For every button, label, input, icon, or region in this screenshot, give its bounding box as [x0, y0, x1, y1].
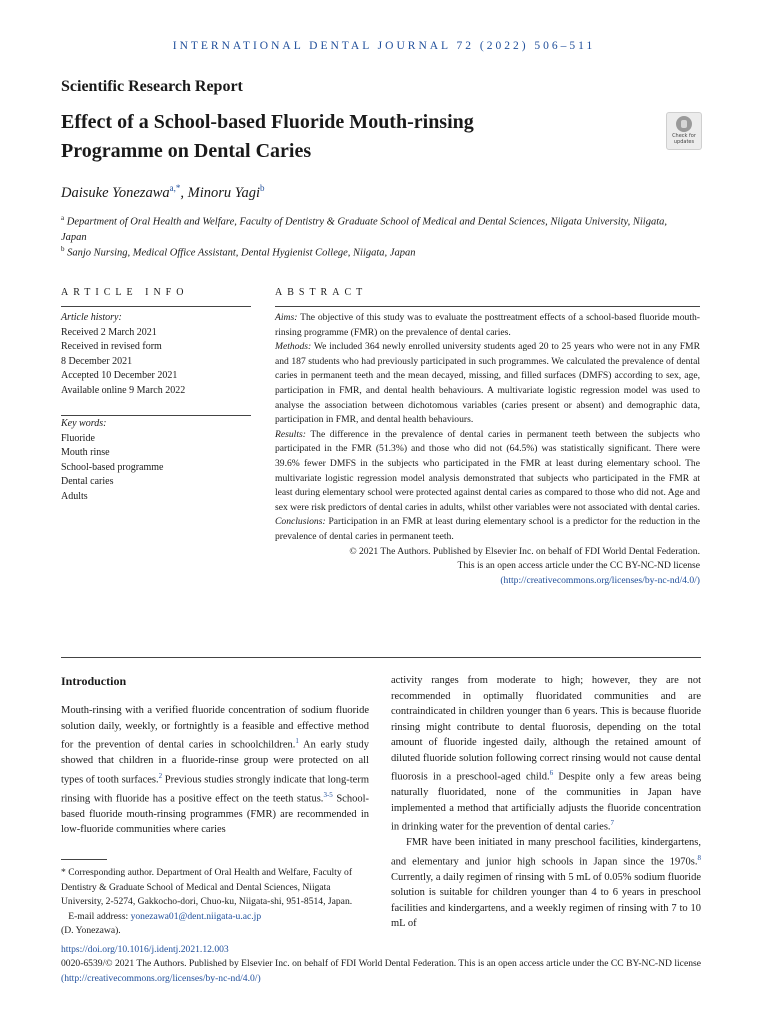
check-for-updates-badge[interactable] — [666, 112, 702, 150]
article-info-label: ARTICLE INFO — [61, 287, 189, 298]
license-link[interactable]: (http://creativecommons.org/licenses/by-nc-nd/4.0/) — [61, 972, 261, 984]
citation-link[interactable]: 6 — [549, 769, 554, 777]
title-line-2: Programme on Dental Caries — [61, 140, 312, 162]
keyword: Adults — [61, 490, 88, 502]
history-item: Received 2 March 2021 — [61, 326, 157, 338]
affiliation-text: Sanjo Nursing, Medical Office Assistant, Dental Hygienist College, Niigata, Japan — [67, 247, 416, 259]
abstract-methods: Methods: We included 364 newly enrolled university students aged 20 to 25 years who were not in any FMR and 187 students who had previously participated in such programmes. We calculated the prevalence of dental caries in permanent teeth and the mean decayed, missing, and filled surfaces (DMFS) according to sex, age, participation in FMR, and dental health behaviours. A multivariate logistic regression model was used to analyse the association between dichotomous variables (caries present or absent) and demographic data, participation in FMR, and dental health behaviours. — [275, 341, 700, 426]
affiliation-text: Department of Oral Health and Welfare, Faculty of Dentistry & Graduate School of Medical and Dental Sciences, Niigata University, Niigata, Japan — [61, 216, 667, 243]
title-line-1: Effect of a School-based Fluoride Mouth-rinsing — [61, 111, 474, 133]
history-item: 8 December 2021 — [61, 355, 133, 367]
footnote-divider — [61, 859, 107, 860]
abstract-results: Results: The difference in the prevalence of dental caries in permanent teeth between the subjects who participated in the FMR (51.3%) and those who did not (64.5%) was statistically significant. There were 39.6% fewer DMFS in the subjects who participated in the FMR at least during elementary school. The multivariate logistic regression model analysis demonstrated that subjects who participated in the FMR at least during elementary school were protected against dental caries as compared to those who did not. Age and sex were risk predictors of dental caries in adults, whilst other variables were not associated with dental caries. — [275, 428, 700, 513]
paragraph: FMR have been initiated in many preschool facilities, kindergartens, and elementary and junior high schools in Japan since the 1970s.$^8$ Currently, a daily regimen of rinsing with 5 mL of 0.05% sodium fluoride solution is suitable for children younger than 4 to 6 years in preschool facilities and kindergartens, and a weekly regimen of rinsing with 7 to 10 mL of — [391, 837, 701, 929]
article-title — [61, 108, 621, 166]
divider — [61, 306, 251, 307]
history-label: Article history: — [61, 312, 122, 323]
rights-line: This is an open access article under the CC BY-NC-ND license — [457, 560, 700, 572]
footnote-email: E-mail address: yonezawa01@dent.niigata-u.ac.jp — [68, 910, 262, 922]
intro-left-column — [61, 703, 369, 838]
affiliation-label: b — [61, 245, 65, 253]
license-link[interactable]: (http://creativecommons.org/licenses/by-nc-nd/4.0/) — [500, 574, 700, 586]
citation-link[interactable]: 2 — [158, 771, 163, 780]
abstract-label: ABSTRACT — [275, 287, 368, 298]
journal-header: INTERNATIONAL DENTAL JOURNAL 72 (2022) 506–511 — [172, 40, 596, 52]
citation-link[interactable]: 3-5 — [323, 790, 333, 799]
author-list: Daisuke Yonezawa$^{a,*}$, Minoru Yagi$^b$ — [61, 183, 265, 201]
history-item: Accepted 10 December 2021 — [61, 370, 178, 382]
bookmark-icon — [676, 116, 692, 132]
citation-link[interactable]: 8 — [697, 853, 701, 862]
history-item: Available online 9 March 2022 — [61, 384, 186, 396]
keyword: School-based programme — [61, 461, 164, 473]
history-item: Received in revised form — [61, 341, 162, 353]
article-history — [61, 311, 251, 399]
abstract-conclusions: Conclusions: Participation in an FMR at least during elementary school is a predictor for the reduction in the prevalence of dental caries in permanent teeth. — [275, 516, 700, 542]
affiliation-mark[interactable]: a,* — [169, 183, 181, 193]
paragraph: Mouth-rinsing with a verified fluoride concentration of sodium fluoride solution daily, weekly, or fortnightly is a feasible and effective method for the prevention of dental caries in schoolchildren.$^1$ An early study showed that children in a fluoride-rinse group were protected on all types of tooth surfaces.$^2$ Previous studies strongly indicate that long-term rinsing with fluoride has a positive effect on the teeth status.$^{3-5}$ School-based fluoride mouth-rinsing programmes (FMR) are recommended in low-fluoride communities where caries — [61, 705, 369, 835]
affiliation-a — [61, 211, 681, 245]
email-link[interactable]: yonezawa01@dent.niigata-u.ac.jp — [130, 910, 262, 922]
affiliation-label: a — [61, 214, 65, 222]
abstract-aims: Aims: The objective of this study was to evaluate the posttreatment effects of a school-based fluoride mouth-rinsing programme (FMR) on the prevalence of dental caries. — [275, 312, 700, 338]
footnote-name: (D. Yonezawa). — [61, 925, 121, 936]
affiliation-mark[interactable]: b — [260, 183, 265, 193]
citation-link[interactable]: 1 — [295, 737, 299, 745]
corresponding-author-footnote — [61, 866, 371, 939]
paragraph: activity ranges from moderate to high; however, they are not recommended in optimally fluoridated communities and are contraindicated in children younger than 6 years. This is because fluoride rinsing might contribute to dental fluorosis, depending on the total amount of fluoride ingested daily, although the retained amount of diluted fluoride solution following correct rinsing would not cause dental fluorosis in a preschool-aged child.$^6$ Despite only a few areas being naturally fluoridated, none of the communities in Japan have implemented a method that artificially adjusts the fluoride concentration in drinking water for the prevention of dental caries.$^7$ — [391, 675, 701, 833]
author-name: Minoru Yagi — [187, 184, 261, 201]
affiliation-b — [61, 242, 681, 261]
author-name: Daisuke Yonezawa — [61, 184, 170, 201]
citation-link[interactable]: 7 — [610, 819, 615, 827]
intro-right-column — [391, 673, 701, 932]
badge-text: Check for updates — [672, 133, 696, 145]
rights-line: © 2021 The Authors. Published by Elsevier Inc. on behalf of FDI World Dental Federation. — [349, 545, 700, 557]
section-heading-introduction: Introduction — [61, 674, 127, 688]
divider — [61, 657, 701, 658]
report-type: Scientific Research Report — [61, 78, 243, 95]
doi-link[interactable]: https://doi.org/10.1016/j.identj.2021.12.003 — [61, 944, 229, 955]
abstract-body — [275, 311, 700, 588]
footnote-text: * Corresponding author. Department of Oral Health and Welfare, Faculty of Dentistry & Graduate School of Medical and Dental Sciences, Niigata University, 2-5274, Gakkocho-dori, Chuo-ku, Niigata-shi, 951-8514, Japan. — [61, 867, 353, 907]
keyword: Mouth rinse — [61, 447, 110, 459]
keyword: Dental caries — [61, 476, 114, 488]
keywords — [61, 417, 251, 505]
divider — [275, 306, 700, 307]
copyright-notice: 0020-6539/© 2021 The Authors. Published by Elsevier Inc. on behalf of FDI World Dental Federation. This is an open access article under the CC BY-NC-ND license (http://creativecommons.org/licenses/by-nc-nd/4.0/) — [61, 958, 701, 984]
keyword: Fluoride — [61, 432, 95, 444]
divider — [61, 415, 251, 416]
keywords-label: Key words: — [61, 418, 107, 429]
